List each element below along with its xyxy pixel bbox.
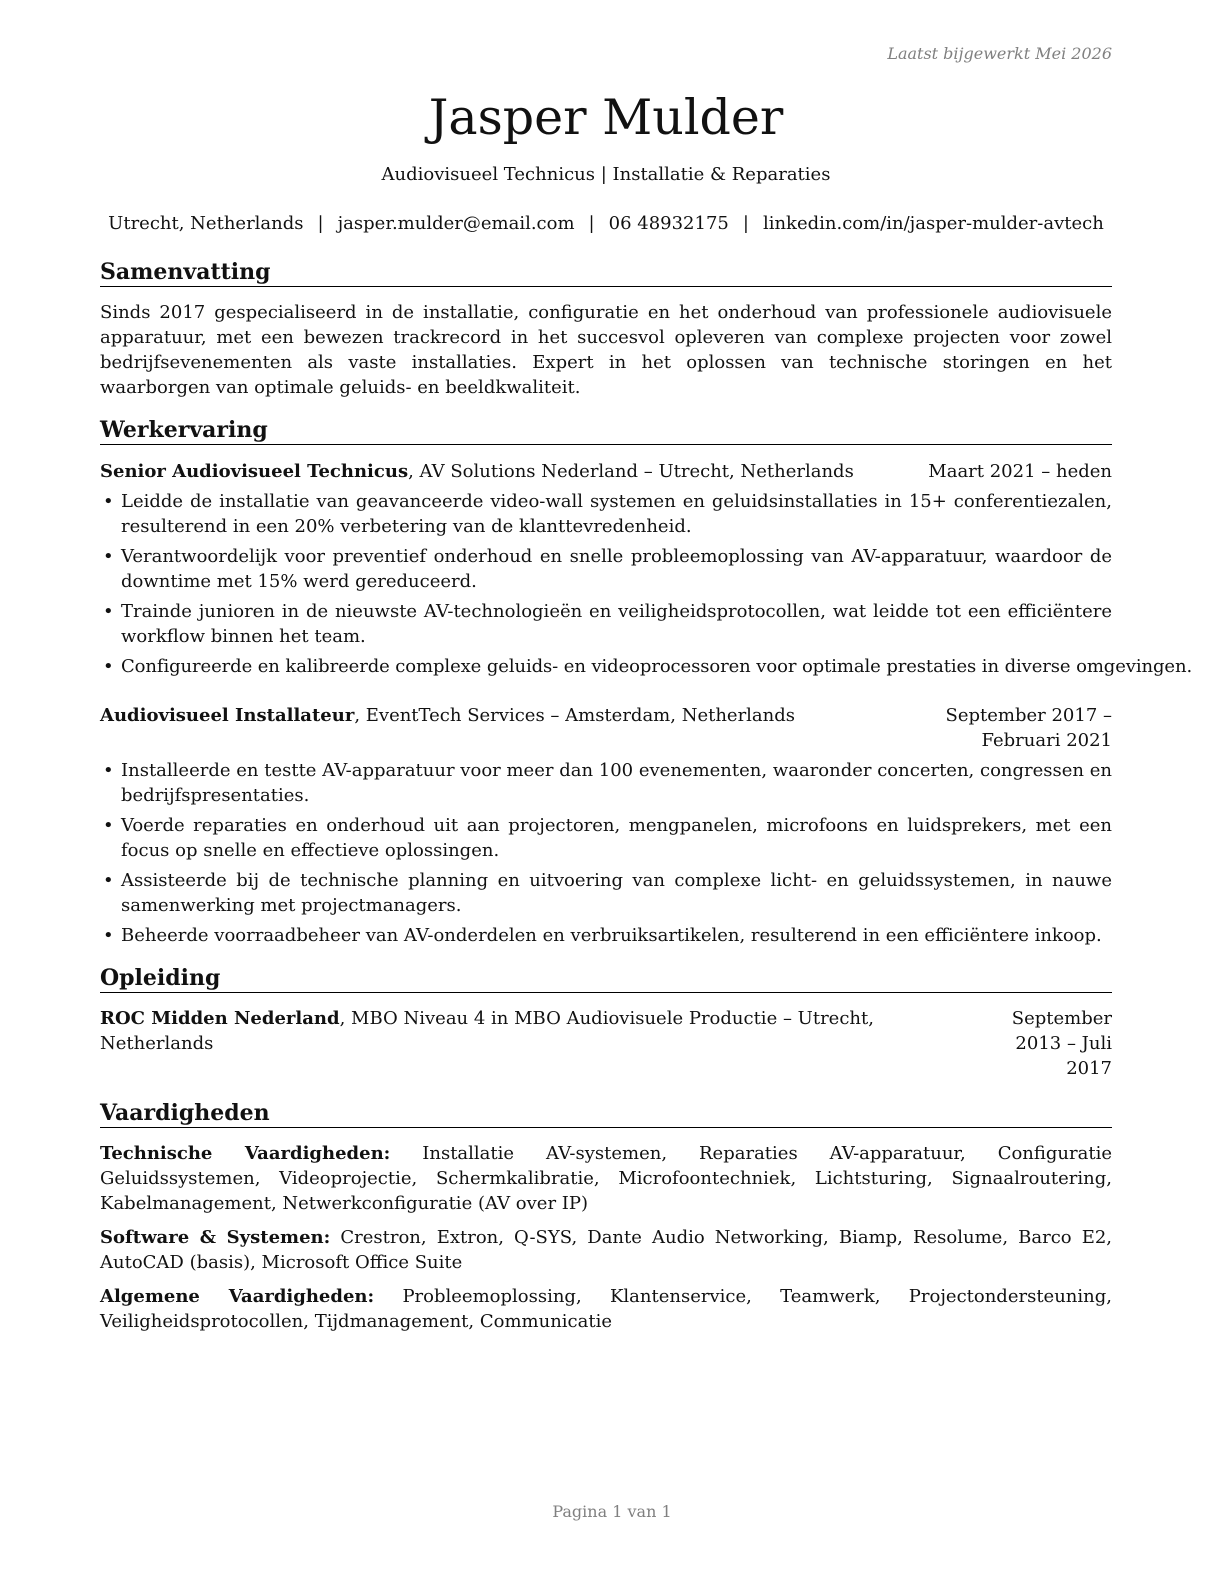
- candidate-name: Jasper Mulder: [428, 89, 784, 146]
- education-dates: September 2013 – Juli 2017: [1011, 1008, 1112, 1079]
- job-dates: Maart 2021 – heden: [928, 461, 1112, 482]
- contact-separator: |: [742, 213, 749, 234]
- skill-label: Algemene Vaardigheden:: [100, 1286, 375, 1307]
- summary-section: [100, 258, 1112, 400]
- education-school: ROC Midden Nederland: [100, 1008, 340, 1029]
- section-heading: Werkervaring: [100, 416, 1112, 445]
- job-role: Audiovisueel Installateur: [100, 705, 355, 726]
- list-item: • Beheerde voorraadbeheer van AV-onderdelen en verbruiksartikelen, resulterend in een efficiëntere inkoop.: [100, 923, 1112, 948]
- education-entry: [100, 1006, 1112, 1081]
- education-section: [100, 964, 1112, 1081]
- job-dates: September 2017 – Februari 2021: [945, 705, 1112, 751]
- skill-group: [100, 1284, 1112, 1334]
- job-company: , EventTech Services – Amsterdam, Netherlands: [354, 705, 796, 726]
- section-heading: Samenvatting: [100, 258, 1112, 287]
- tagline: Audiovisueel Technicus | Installatie & Reparaties: [381, 164, 831, 185]
- skill-text: Crestron, Extron, Q-SYS, Dante Audio Networking, Biamp, Resolume, Barco E2, AutoCAD (basis), Microsoft Office Suite: [100, 1227, 1113, 1273]
- list-item: • Verantwoordelijk voor preventief onderhoud en snelle probleemoplossing van AV-apparatuur, waardoor de downtime met 15% werd gereduceerd.: [100, 544, 1112, 594]
- list-item: • Leidde de installatie van geavanceerde video-wall systemen en geluidsinstallaties in 15+ conferentiezalen, resulterend in een 20% verbetering van de klanttevredenheid.: [100, 489, 1112, 539]
- job-company: , AV Solutions Nederland – Utrecht, Netherlands: [408, 461, 854, 482]
- skill-label: Software & Systemen:: [100, 1227, 331, 1248]
- skill-group: [100, 1225, 1112, 1275]
- education-details: , MBO Niveau 4 in MBO Audiovisuele Productie – Utrecht, Netherlands: [100, 1008, 874, 1054]
- list-item: • Assisteerde bij de technische planning en uitvoering van complexe licht- en geluidssystemen, in nauwe samenwerking met projectmanagers.: [100, 868, 1112, 918]
- list-item: • Configureerde en kalibreerde complexe geluids- en videoprocessoren voor optimale prestaties in diverse omgevingen.: [100, 654, 1112, 679]
- job-bullets: [100, 758, 1112, 948]
- contact-separator: |: [317, 213, 324, 234]
- job-entry: [100, 703, 1112, 948]
- experience-section: [100, 416, 1193, 948]
- contact-email[interactable]: jasper.mulder@email.com: [337, 213, 575, 234]
- skill-group: [100, 1141, 1112, 1216]
- contact-phone: 06 48932175: [608, 213, 729, 234]
- list-item: • Voerde reparaties en onderhoud uit aan projectoren, mengpanelen, microfoons en luidsprekers, met een focus op snelle en effectieve oplossingen.: [100, 813, 1112, 863]
- page-number: Pagina 1 van 1: [552, 1502, 672, 1521]
- skills-section: [100, 1099, 1112, 1334]
- skill-label: Technische Vaardigheden:: [100, 1143, 391, 1164]
- list-item: • Trainde junioren in de nieuwste AV-technologieën en veiligheidsprotocollen, wat leidde tot een efficiëntere workflow binnen het team.: [100, 599, 1112, 649]
- job-entry: [100, 459, 1193, 679]
- section-heading: Opleiding: [100, 964, 1112, 993]
- job-header: [100, 703, 1112, 753]
- contact-line: [100, 213, 1112, 234]
- contact-separator: |: [588, 213, 595, 234]
- contact-location: Utrecht, Netherlands: [108, 213, 304, 234]
- skill-text: Probleemoplossing, Klantenservice, Teamwerk, Projectondersteuning, Veiligheidsprotocollen, Tijdmanagement, Communicatie: [100, 1286, 1112, 1332]
- skill-text: Installatie AV-systemen, Reparaties AV-apparatuur, Configuratie Geluidssystemen, Videoprojectie, Schermkalibratie, Microfoontechniek, Lichtsturing, Signaalroutering, Kabelmanagement, Netwerkconfiguratie (AV over IP): [100, 1143, 1112, 1214]
- summary-text: Sinds 2017 gespecialiseerd in de installatie, configuratie en het onderhoud van professionele audiovisuele apparatuur, met een bewezen trackrecord in het succesvol opleveren van complexe projecten voor zowel bedrijfsevenementen als vaste installaties. Expert in het oplossen van technische storingen en het waarborgen van optimale geluids- en beeldkwaliteit.: [100, 302, 1112, 398]
- job-header: [100, 459, 1112, 484]
- job-role: Senior Audiovisueel Technicus: [100, 461, 409, 482]
- section-heading: Vaardigheden: [100, 1099, 1112, 1128]
- list-item: • Installeerde en testte AV-apparatuur voor meer dan 100 evenementen, waaronder concerten, congressen en bedrijfspresentaties.: [100, 758, 1112, 808]
- last-updated: Laatst bijgewerkt Mei 2026: [887, 44, 1112, 63]
- contact-linkedin[interactable]: linkedin.com/in/jasper-mulder-avtech: [762, 213, 1104, 234]
- job-bullets: [100, 489, 1193, 679]
